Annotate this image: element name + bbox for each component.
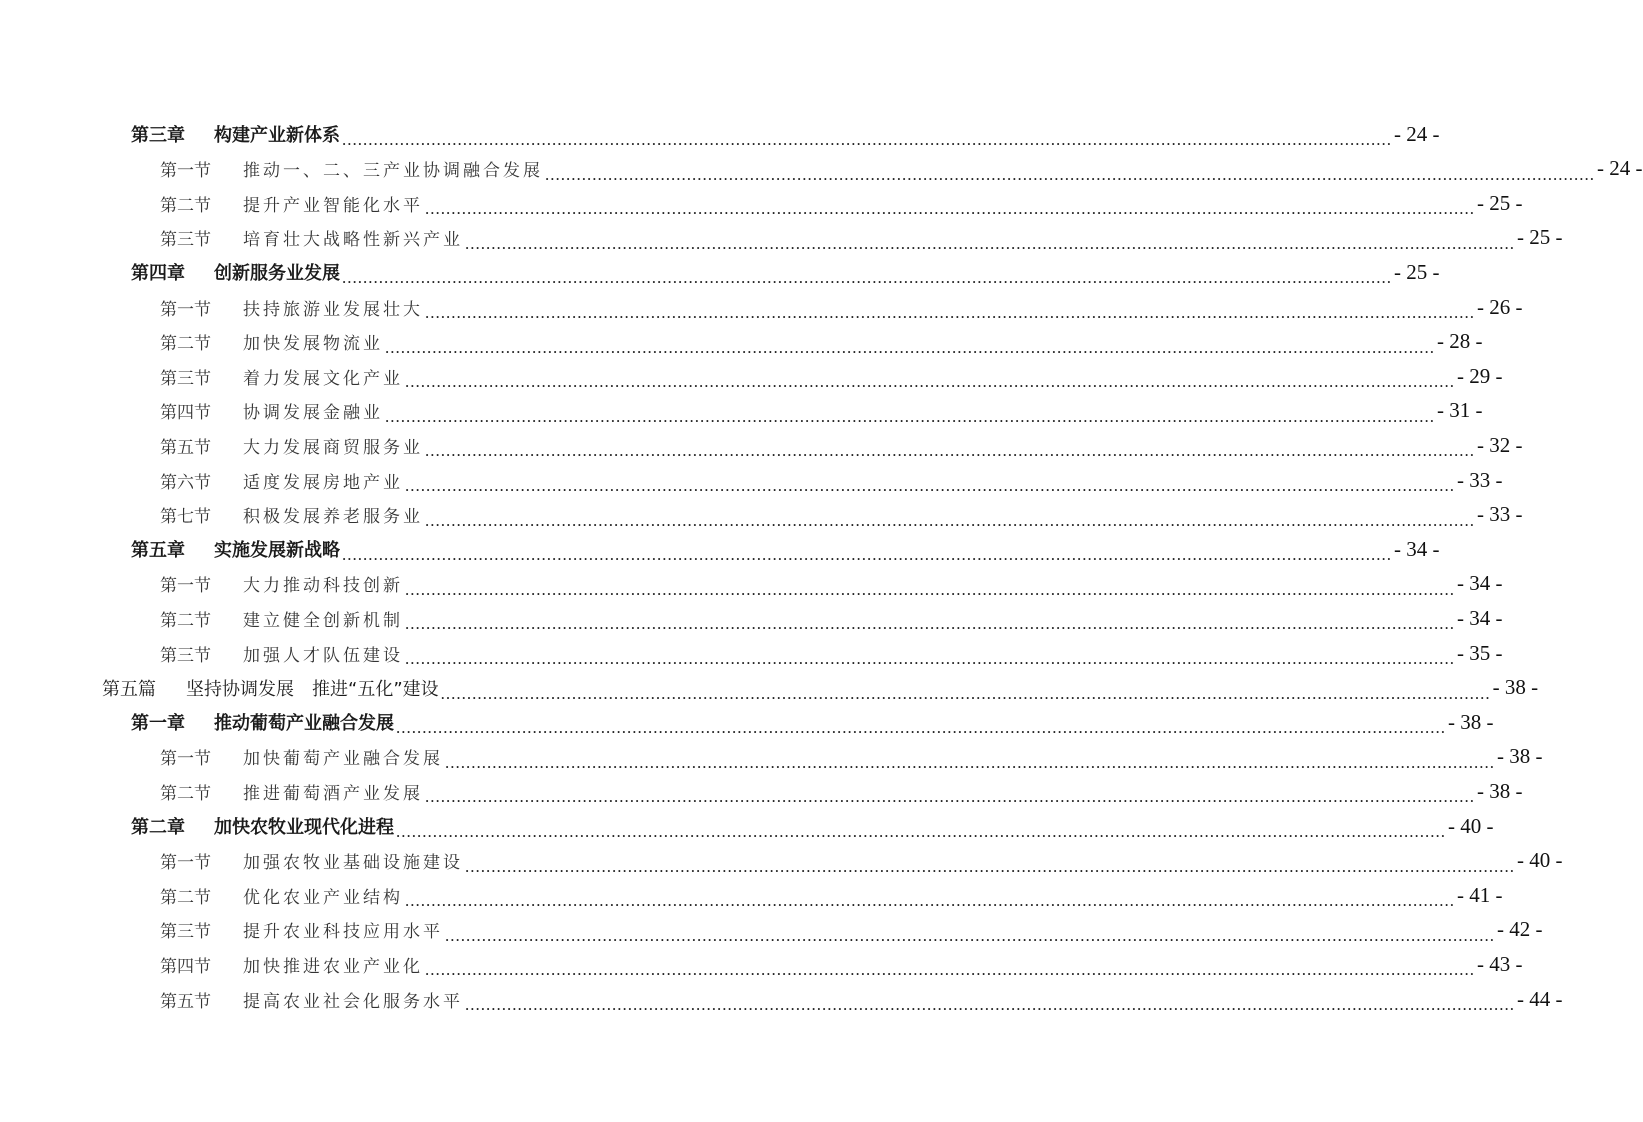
toc-entry-title: 着力发展文化产业 — [243, 368, 403, 389]
toc-entry-section[interactable] — [0, 463, 1503, 497]
toc-entry-section[interactable] — [0, 325, 1483, 359]
toc-entry-section[interactable] — [0, 567, 1503, 601]
dot-leader: ........................................................................................................................................................................................................ — [425, 510, 1475, 530]
toc-entry-number: 第一节 — [160, 853, 211, 874]
toc-entry-label — [0, 364, 403, 389]
toc-entry-chapter[interactable] — [0, 705, 1494, 739]
toc-entry-number: 第五节 — [160, 437, 211, 458]
toc-entry-number: 第二章 — [131, 817, 185, 838]
toc-entry-title: 加强人才队伍建设 — [243, 645, 403, 666]
toc-entry-page: - 28 - — [1437, 329, 1483, 354]
dot-leader: ........................................................................................................................................................................................................ — [425, 303, 1475, 322]
toc-entry-number: 第一节 — [160, 749, 211, 770]
toc-entry-number: 第一节 — [160, 576, 211, 597]
toc-entry-title: 加快发展物流业 — [243, 334, 383, 355]
toc-entry-section[interactable] — [0, 774, 1523, 808]
toc-entry-page: - 38 - — [1492, 675, 1539, 700]
toc-entry-label — [0, 709, 394, 735]
toc-entry-label — [0, 952, 423, 977]
toc-entry-page: - 33 - — [1457, 467, 1503, 492]
toc-entry-title: 大力发展商贸服务业 — [243, 437, 423, 458]
dot-leader: ........................................................................................................................................................................................................ — [342, 268, 1392, 288]
toc-entry-page: - 25 - — [1477, 190, 1523, 215]
toc-entry-label — [0, 121, 340, 147]
toc-entry-label — [0, 641, 403, 666]
toc-entry-label — [0, 433, 423, 458]
dot-leader: ........................................................................................................................................................................................................ — [445, 752, 1495, 772]
toc-entry-section[interactable] — [0, 428, 1523, 462]
toc-entry-title: 加快推进农业产业化 — [243, 956, 423, 977]
toc-entry-title: 加快葡萄产业融合发展 — [243, 749, 443, 770]
toc-entry-page: - 41 - — [1457, 882, 1503, 907]
toc-entry-page: - 29 - — [1457, 363, 1503, 388]
toc-entry-number: 第五篇 — [102, 678, 156, 700]
toc-entry-page: - 34 - — [1394, 536, 1440, 561]
dot-leader: ........................................................................................................................................................................................................ — [425, 787, 1475, 807]
toc-entry-number: 第二节 — [160, 610, 211, 631]
toc-entry-label — [0, 987, 463, 1012]
toc-entry-title: 实施发展新战略 — [214, 540, 340, 562]
toc-entry-label — [0, 536, 340, 562]
toc-entry-number: 第七节 — [160, 507, 211, 528]
toc-entry-number: 第二节 — [160, 334, 211, 355]
toc-entry-page: - 25 - — [1394, 259, 1440, 284]
toc-entry-label — [0, 744, 443, 769]
toc-entry-page: - 33 - — [1477, 502, 1523, 527]
toc-entry-page: - 34 - — [1457, 605, 1503, 630]
toc-entry-title: 优化农业产业结构 — [243, 887, 403, 908]
toc-entry-section[interactable] — [0, 636, 1503, 670]
toc-entry-title: 构建产业新体系 — [214, 125, 340, 146]
toc-entry-title: 推动葡萄产业融合发展 — [214, 713, 394, 735]
toc-entry-page: - 38 - — [1448, 709, 1494, 734]
toc-entry-page: - 40 - — [1517, 848, 1563, 873]
toc-entry-page: - 25 - — [1517, 225, 1563, 250]
toc-entry-label — [0, 398, 383, 423]
dot-leader: ........................................................................................................................................................................................................ — [440, 683, 1491, 703]
toc-entry-section[interactable] — [0, 601, 1503, 635]
toc-entry-label — [0, 191, 423, 216]
toc-entry-page: - 44 - — [1517, 986, 1563, 1011]
toc-entry-number: 第三节 — [160, 368, 211, 389]
toc-entry-section[interactable] — [0, 290, 1523, 324]
toc-entry-number: 第三节 — [160, 645, 211, 666]
dot-leader: ........................................................................................................................................................................................................ — [405, 476, 1455, 495]
toc-entry-page: - 35 - — [1457, 640, 1503, 665]
dot-leader: ........................................................................................................................................................................................................ — [405, 579, 1455, 599]
toc-entry-section[interactable] — [0, 359, 1503, 393]
toc-entry-number: 第一节 — [160, 161, 211, 182]
dot-leader: ........................................................................................................................................................................................................ — [405, 372, 1455, 392]
dot-leader: ........................................................................................................................................................................................................ — [445, 925, 1495, 945]
toc-entry-part[interactable] — [0, 671, 1539, 705]
dot-leader: ........................................................................................................................................................................................................ — [465, 233, 1515, 253]
toc-entry-title: 大力推动科技创新 — [243, 576, 403, 597]
dot-leader: ........................................................................................................................................................................................................ — [465, 856, 1515, 876]
dot-leader: ........................................................................................................................................................................................................ — [545, 164, 1595, 184]
toc-entry-section[interactable] — [0, 186, 1523, 220]
toc-entry-page: - 24 - — [1394, 121, 1440, 146]
toc-entry-label — [0, 295, 423, 320]
toc-entry-page: - 42 - — [1497, 917, 1543, 942]
toc-entry-title: 加强农牧业基础设施建设 — [243, 853, 463, 874]
toc-entry-number: 第五章 — [131, 540, 185, 562]
dot-leader: ........................................................................................................................................................................................................ — [405, 649, 1455, 668]
toc-entry-title: 协调发展金融业 — [243, 403, 383, 424]
toc-entry-title: 培育壮大战略性新兴产业 — [243, 230, 463, 251]
dot-leader: ........................................................................................................................................................................................................ — [405, 891, 1455, 911]
toc-entry-chapter[interactable] — [0, 532, 1440, 566]
toc-entry-number: 第六节 — [160, 472, 211, 493]
toc-entry-label — [0, 917, 443, 942]
toc-entry-number: 第二节 — [160, 887, 211, 908]
dot-leader: ........................................................................................................................................................................................................ — [385, 337, 1435, 357]
toc-entry-title: 提高农业社会化服务水平 — [243, 991, 463, 1012]
toc-entry-section[interactable] — [0, 947, 1523, 981]
toc-entry-title: 加快农牧业现代化进程 — [214, 817, 394, 838]
toc-entry-number: 第四节 — [160, 403, 211, 424]
toc-entry-label — [0, 225, 463, 250]
toc-entry-page: - 32 - — [1477, 432, 1523, 457]
toc-entry-label — [0, 329, 383, 354]
toc-entry-section[interactable] — [0, 221, 1563, 255]
toc-entry-page: - 31 - — [1437, 398, 1483, 423]
dot-leader: ........................................................................................................................................................................................................ — [465, 995, 1515, 1014]
toc-entry-label — [0, 813, 394, 839]
toc-entry-section[interactable] — [0, 394, 1483, 428]
toc-entry-title: 提升农业科技应用水平 — [243, 922, 443, 943]
dot-leader: ........................................................................................................................................................................................................ — [425, 199, 1475, 219]
toc-entry-section[interactable] — [0, 878, 1503, 912]
toc-entry-label — [0, 606, 403, 631]
toc-entry-number: 第四节 — [160, 956, 211, 977]
toc-entry-number: 第五节 — [160, 991, 211, 1012]
toc-entry-label — [0, 883, 403, 908]
toc-entry-label — [0, 848, 463, 873]
toc-entry-title: 扶持旅游业发展壮大 — [243, 299, 423, 320]
dot-leader: ........................................................................................................................................................................................................ — [342, 545, 1392, 565]
toc-entry-label — [0, 259, 340, 285]
toc-entry-page: - 26 - — [1477, 294, 1523, 319]
toc-entry-page: - 34 - — [1457, 571, 1503, 596]
toc-entry-number: 第二节 — [160, 783, 211, 804]
toc-entry-title: 积极发展养老服务业 — [243, 507, 423, 528]
toc-entry-section[interactable] — [0, 913, 1543, 947]
toc-entry-page: - 43 - — [1477, 951, 1523, 976]
toc-entry-page: - 38 - — [1477, 778, 1523, 803]
toc-entry-title: 创新服务业发展 — [214, 263, 340, 285]
dot-leader: ........................................................................................................................................................................................................ — [396, 718, 1446, 738]
toc-entry-section[interactable] — [0, 740, 1543, 774]
toc-entry-title: 提升产业智能化水平 — [243, 195, 423, 216]
toc-entry-label — [0, 675, 439, 701]
dot-leader: ........................................................................................................................................................................................................ — [396, 822, 1446, 841]
toc-entry-page: - 40 - — [1448, 813, 1494, 838]
toc-entry-number: 第三节 — [160, 230, 211, 251]
toc-entry-chapter[interactable] — [0, 255, 1440, 289]
toc-entry-label — [0, 502, 423, 527]
dot-leader: ........................................................................................................................................................................................................ — [385, 406, 1435, 426]
toc-entry-label — [0, 779, 423, 804]
toc-entry-number: 第二节 — [160, 195, 211, 216]
toc-entry-title: 推动一、二、三产业协调融合发展 — [243, 161, 543, 182]
toc-entry-label — [0, 468, 403, 493]
toc-entry-label — [0, 571, 403, 596]
toc-entry-page: - 38 - — [1497, 744, 1543, 769]
toc-entry-section[interactable] — [0, 844, 1563, 878]
toc-entry-label — [0, 156, 543, 181]
dot-leader: ........................................................................................................................................................................................................ — [425, 441, 1475, 461]
toc-entry-section[interactable] — [0, 982, 1563, 1016]
toc-entry-chapter[interactable] — [0, 117, 1440, 151]
dot-leader: ........................................................................................................................................................................................................ — [342, 130, 1392, 149]
toc-entry-number: 第一章 — [131, 713, 185, 735]
toc-entry-number: 第四章 — [131, 263, 185, 285]
toc-entry-section[interactable] — [0, 498, 1523, 532]
toc-entry-page: - 24 - — [1597, 156, 1643, 181]
dot-leader: ........................................................................................................................................................................................................ — [405, 614, 1455, 634]
dot-leader: ........................................................................................................................................................................................................ — [425, 960, 1475, 980]
toc-entry-title: 坚持协调发展 推进“五化”建设 — [186, 678, 439, 700]
toc-entry-number: 第三章 — [131, 125, 185, 146]
toc-entry-chapter[interactable] — [0, 809, 1494, 843]
toc-entry-number: 第三节 — [160, 922, 211, 943]
toc-entry-title: 适度发展房地产业 — [243, 472, 403, 493]
toc-entry-section[interactable] — [0, 152, 1643, 186]
toc-entry-number: 第一节 — [160, 299, 211, 320]
toc-entry-title: 推进葡萄酒产业发展 — [243, 783, 423, 804]
toc-entry-title: 建立健全创新机制 — [243, 610, 403, 631]
